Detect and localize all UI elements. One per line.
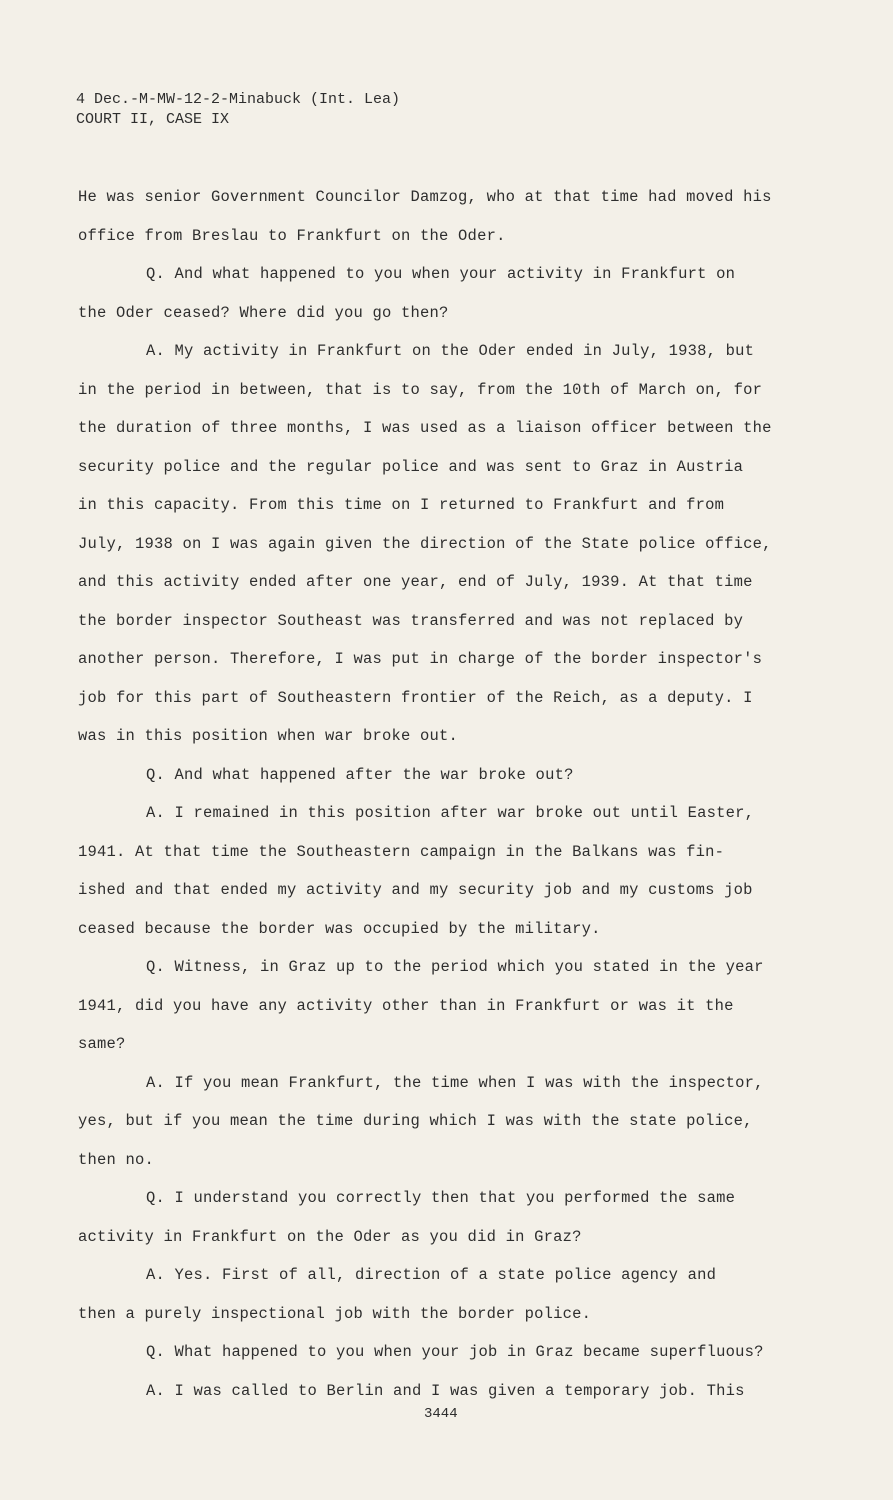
transcript-line: Q. And what happened to you when your activity in Frankfurt on	[146, 265, 736, 283]
transcript-line: A. My activity in Frankfurt on the Oder ended in July, 1938, but	[146, 342, 755, 360]
transcript-line: Q. And what happened after the war broke out?	[146, 765, 574, 784]
transcript-line: job for this part of Southeastern frontier of the Reich, as a deputy. I	[78, 688, 753, 707]
transcript-line: in the period in between, that is to say, from the 10th of March on, for	[78, 380, 763, 399]
header-reference: 4 Dec.-M-MW-12-2-Minabuck (Int. Lea)	[76, 91, 401, 108]
transcript-line: security police and the regular police and was sent to Graz in Austria	[78, 457, 744, 476]
header-court-case: COURT II, CASE IX	[76, 111, 230, 128]
transcript-line: in this capacity. From this time on I returned to Frankfurt and from	[78, 496, 725, 514]
transcript-line: 1941. At that time the Southeastern campaign in the Balkans was fin-	[78, 842, 725, 861]
transcript-line: A. I was called to Berlin and I was given a temporary job. This	[146, 1381, 745, 1400]
transcript-line: and this activity ended after one year, end of July, 1939. At that time	[78, 573, 753, 591]
transcript-line: Q. Witness, in Graz up to the period which you stated in the year	[146, 958, 764, 976]
transcript-line: then no.	[78, 1150, 155, 1169]
transcript-line: A. If you mean Frankfurt, the time when I was with the inspector,	[146, 1073, 764, 1092]
transcript-line: A. I remained in this position after war broke out until Easter,	[146, 804, 755, 822]
transcript-line: the border inspector Southeast was transferred and was not replaced by	[78, 611, 744, 630]
transcript-line: He was senior Government Councilor Damzog, who at that time had moved his	[78, 188, 772, 206]
transcript-line: the duration of three months, I was used as a liaison officer between the	[78, 419, 772, 437]
transcript-line: ished and that ended my activity and my security job and my customs job	[78, 881, 753, 899]
transcript-line: ceased because the border was occupied by the military.	[78, 919, 601, 938]
transcript-line: another person. Therefore, I was put in charge of the border inspector's	[78, 650, 763, 668]
transcript-line: A. Yes. First of all, direction of a state police agency and	[146, 1266, 717, 1284]
transcript-line: Q. I understand you correctly then that you performed the same	[146, 1189, 736, 1207]
transcript-line: activity in Frankfurt on the Oder as you did in Graz?	[78, 1227, 582, 1246]
transcript-line: then a purely inspectional job with the border police.	[78, 1304, 592, 1323]
transcript-line: Q. What happened to you when your job in Graz became superfluous?	[146, 1343, 764, 1361]
transcript-line: July, 1938 on I was again given the direction of the State police office,	[78, 534, 772, 553]
transcript-line: the Oder ceased? Where did you go then?	[78, 303, 449, 322]
transcript-body	[78, 182, 818, 1414]
document-header	[76, 90, 400, 130]
transcript-line: office from Breslau to Frankfurt on the Oder.	[78, 226, 506, 245]
transcript-line: was in this position when war broke out.	[78, 727, 459, 745]
page-number: 3444	[424, 1406, 458, 1422]
transcript-line: same?	[78, 1035, 126, 1053]
transcript-line: 1941, did you have any activity other than in Frankfurt or was it the	[78, 996, 734, 1015]
transcript-line: yes, but if you mean the time during which I was with the state police,	[78, 1112, 753, 1130]
